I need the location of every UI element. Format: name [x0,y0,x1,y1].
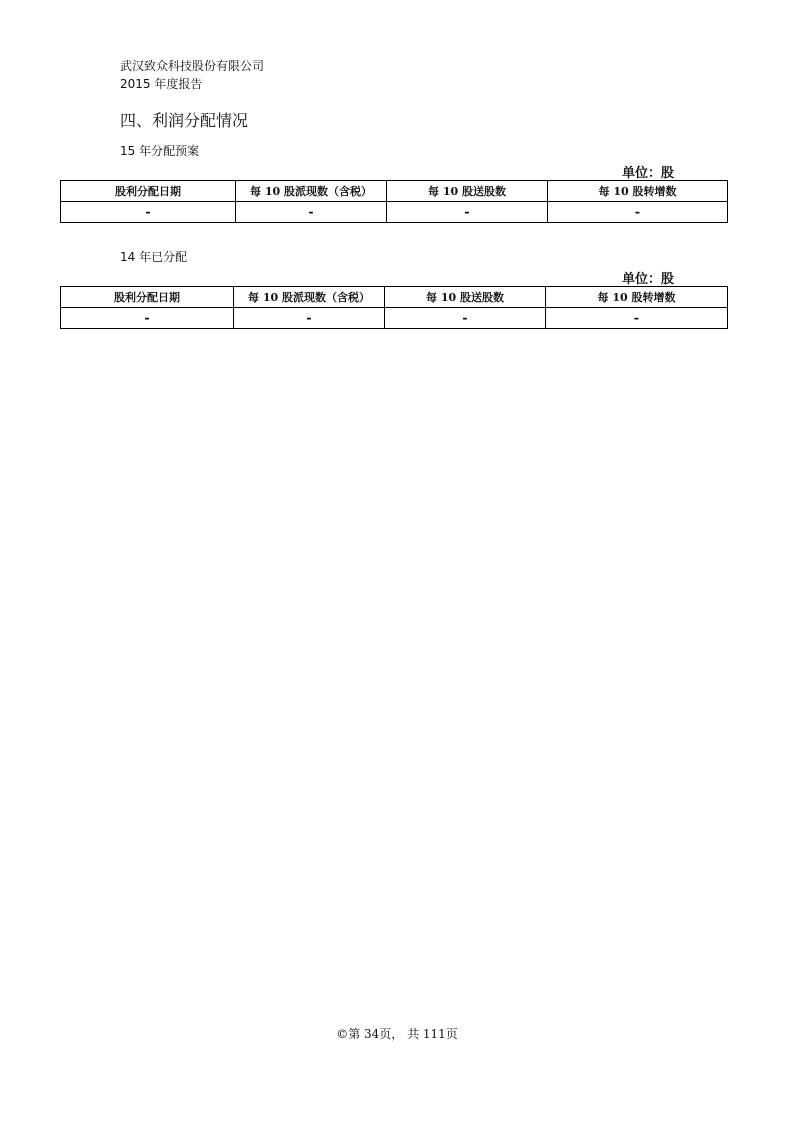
table-header-row [61,287,728,308]
column-header: 每 10 股派现数（含税） [234,287,385,308]
table-cell: - [387,202,548,223]
table-row [61,308,728,329]
plan15-title: 15 年分配预案 [120,144,200,158]
table-header-row [61,181,728,202]
column-header: 股利分配日期 [61,181,236,202]
column-header: 每 10 股转增数 [546,287,728,308]
page-footer: ©第 34页， 共 111页 [336,1027,458,1041]
table-row [61,202,728,223]
table-cell: - [234,308,385,329]
column-header: 每 10 股送股数 [387,181,548,202]
dist14-table [60,286,728,329]
plan15-table [60,180,728,223]
dist14-unit: 单位：股 [621,272,674,287]
plan15-unit: 单位：股 [621,166,674,181]
table-cell: - [385,308,546,329]
column-header: 股利分配日期 [61,287,234,308]
column-header: 每 10 股送股数 [385,287,546,308]
dist14-title: 14 年已分配 [120,250,188,264]
company-name: 武汉致众科技股份有限公司 [120,59,265,73]
table-cell: - [236,202,387,223]
column-header: 每 10 股转增数 [548,181,728,202]
table-cell: - [546,308,728,329]
table-cell: - [548,202,728,223]
table-cell: - [61,308,234,329]
section-title: 四、利润分配情况 [120,111,249,130]
column-header: 每 10 股派现数（含税） [236,181,387,202]
report-title: 2015 年度报告 [120,77,203,91]
table-cell: - [61,202,236,223]
